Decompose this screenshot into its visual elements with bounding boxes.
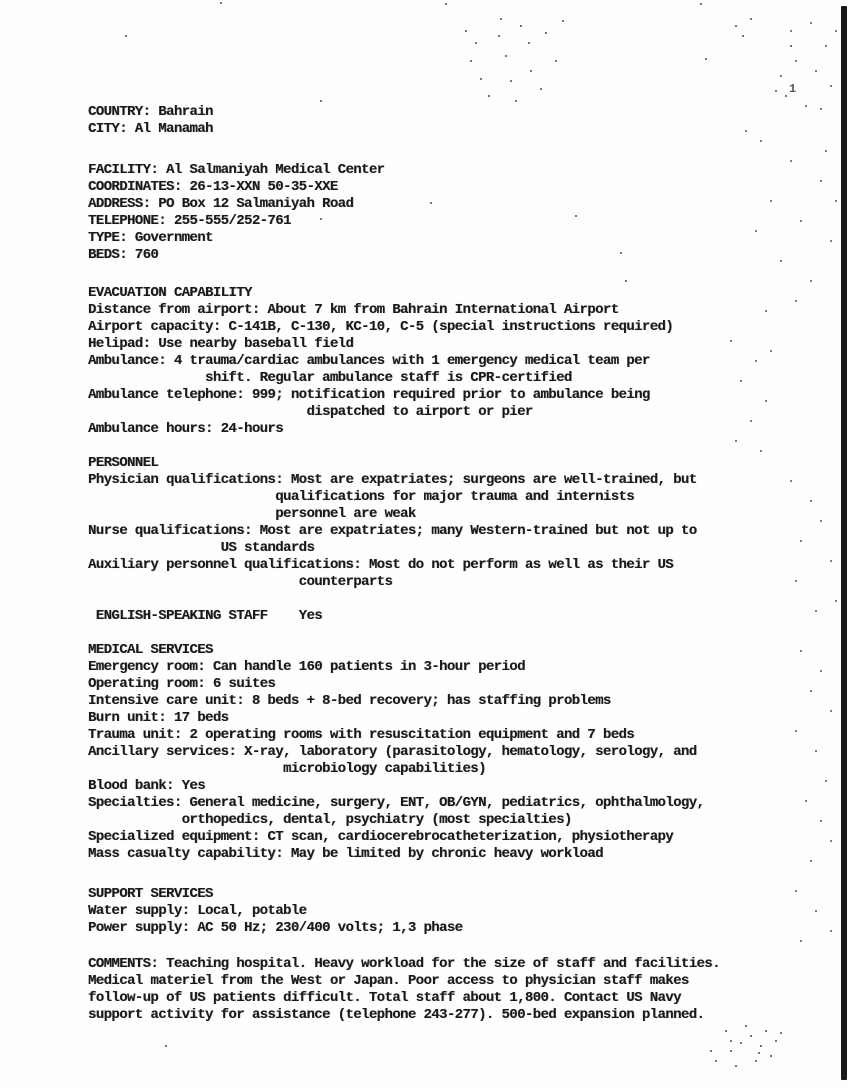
scan-noise xyxy=(730,1040,732,1042)
text-line-continuation: shift. Regular ambulance staff is CPR-certified xyxy=(88,370,572,386)
text-line: Ancillary services: X-ray, laboratory (parasitology, hematology, serology, and xyxy=(88,744,697,760)
text-line-continuation: personnel are weak xyxy=(88,506,416,522)
section-personnel xyxy=(88,455,720,591)
scan-noise xyxy=(465,30,467,32)
section-english-speaking-staff xyxy=(88,608,720,625)
text-line: Blood bank: Yes xyxy=(88,778,206,794)
text-line: Auxiliary personnel qualifications: Most do not perform as well as their US xyxy=(88,557,674,573)
text-line: Nurse qualifications: Most are expatriates; many Western-trained but not up to xyxy=(88,523,697,539)
scan-noise xyxy=(790,30,792,32)
text-line: Specialties: General medicine, surgery, ENT, OB/GYN, pediatrics, ophthalmology, xyxy=(88,795,705,811)
section-heading: SUPPORT SERVICES xyxy=(88,886,213,902)
text-line: Burn unit: 17 beds xyxy=(88,710,229,726)
text-line: Specialized equipment: CT scan, cardiocerebrocatheterization, physiotherapy xyxy=(88,829,674,845)
field-type: TYPE: Government xyxy=(88,230,213,246)
field-country: COUNTRY: Bahrain xyxy=(88,104,213,120)
text-line: Power supply: AC 50 Hz; 230/400 volts; 1,3 phase xyxy=(88,920,463,936)
field-english-speaking-staff: ENGLISH-SPEAKING STAFF Yes xyxy=(88,608,323,624)
section-heading: EVACUATION CAPABILITY xyxy=(88,285,252,301)
section-support-services xyxy=(88,886,720,937)
text-line: Water supply: Local, potable xyxy=(88,903,307,919)
field-address: ADDRESS: PO Box 12 Salmaniyah Road xyxy=(88,196,354,212)
section-heading: MEDICAL SERVICES xyxy=(88,642,213,658)
text-line: Distance from airport: About 7 km from Bahrain International Airport xyxy=(88,302,619,318)
text-line: Trauma unit: 2 operating rooms with resuscitation equipment and 7 beds xyxy=(88,727,635,743)
text-line: Intensive care unit: 8 beds + 8-bed recovery; has staffing problems xyxy=(88,693,611,709)
text-line: Mass casualty capability: May be limited by chronic heavy workload xyxy=(88,846,603,862)
field-city: CITY: Al Manamah xyxy=(88,121,213,137)
section-facility-info xyxy=(88,162,720,264)
text-line: Medical materiel from the West or Japan. Poor access to physician staff makes xyxy=(88,973,689,989)
text-line: Operating room: 6 suites xyxy=(88,676,276,692)
text-line: Ambulance telephone: 999; notification required prior to ambulance being xyxy=(88,387,650,403)
text-line: COMMENTS: Teaching hospital. Heavy workload for the size of staff and facilities. xyxy=(88,956,720,972)
text-line: Ambulance: 4 trauma/cardiac ambulances with 1 emergency medical team per xyxy=(88,353,650,369)
document-body xyxy=(88,104,720,1024)
section-medical-services xyxy=(88,642,720,863)
text-line: Emergency room: Can handle 160 patients in 3-hour period xyxy=(88,659,525,675)
text-line-continuation: orthopedics, dental, psychiatry (most specialties) xyxy=(88,812,572,828)
page-number: 1 xyxy=(789,82,797,96)
field-coordinates: COORDINATES: 26-13-XXN 50-35-XXE xyxy=(88,179,338,195)
text-line-continuation: dispatched to airport or pier xyxy=(88,404,533,420)
section-identification xyxy=(88,104,720,138)
text-line-continuation: qualifications for major trauma and internists xyxy=(88,489,635,505)
section-evacuation-capability xyxy=(88,285,720,438)
text-line-continuation: counterparts xyxy=(88,574,393,590)
section-comments xyxy=(88,956,720,1024)
text-line: follow-up of US patients difficult. Total staff about 1,800. Contact US Navy xyxy=(88,990,681,1006)
text-line: Airport capacity: C-141B, C-130, KC-10, C-5 (special instructions required) xyxy=(88,319,674,335)
text-line: Ambulance hours: 24-hours xyxy=(88,421,284,437)
scan-edge-bar xyxy=(841,6,847,1080)
field-beds: BEDS: 760 xyxy=(88,247,159,263)
text-line-continuation: microbiology capabilities) xyxy=(88,761,486,777)
text-line: support activity for assistance (telephone 243-277). 500-bed expansion planned. xyxy=(88,1007,705,1023)
text-line-continuation: US standards xyxy=(88,540,315,556)
field-telephone: TELEPHONE: 255-555/252-761 xyxy=(88,213,291,229)
text-line: Physician qualifications: Most are expatriates; surgeons are well-trained, but xyxy=(88,472,697,488)
field-facility: FACILITY: Al Salmaniyah Medical Center xyxy=(88,162,385,178)
section-heading: PERSONNEL xyxy=(88,455,159,471)
text-line: Helipad: Use nearby baseball field xyxy=(88,336,354,352)
